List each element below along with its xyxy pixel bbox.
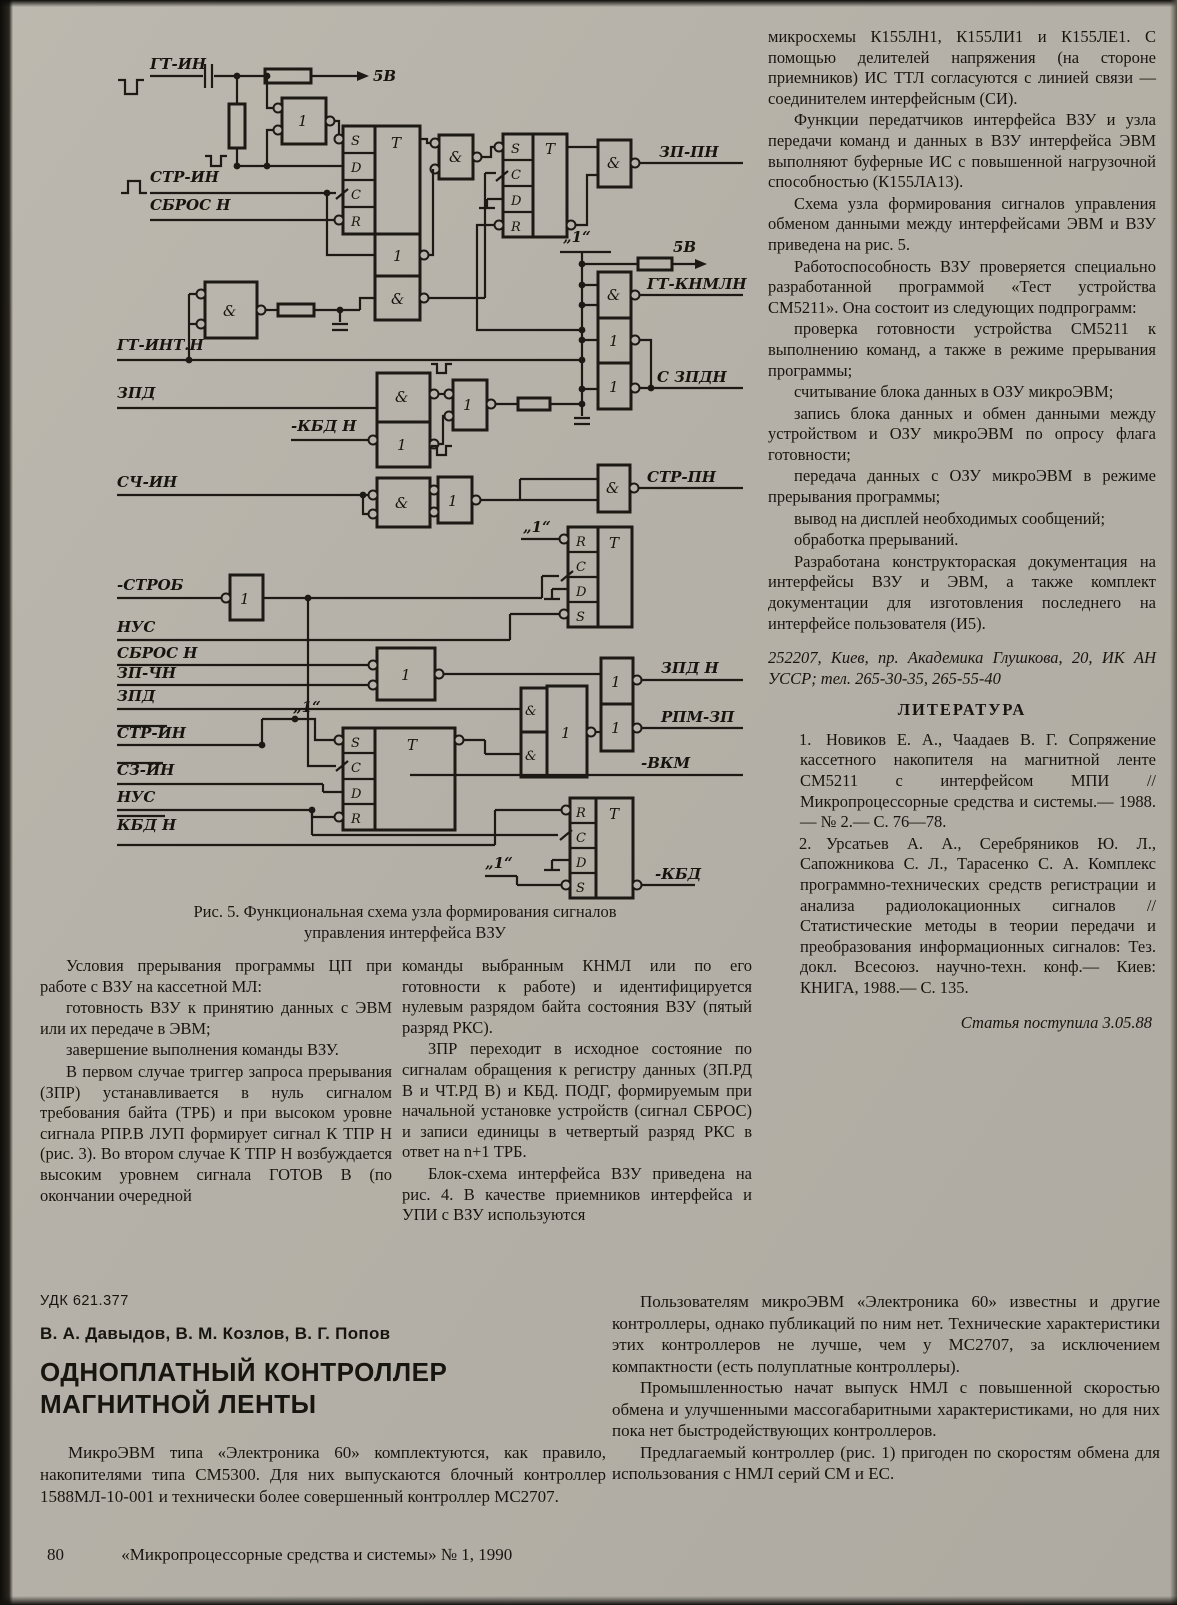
article-title-line1: ОДНОПЛАТНЫЙ КОНТРОЛЛЕР (40, 1357, 448, 1387)
inverter-gate-label: 1 (393, 247, 403, 265)
paragraph: Работоспособность ВЗУ проверяется специально разработанной программой «Тест устройства СМ5211». Она состоит из следующих подпрограмм: (768, 256, 1156, 317)
and-gate-label: & (525, 704, 537, 719)
port-label: D (351, 787, 362, 802)
pulse-icon (121, 181, 147, 193)
figure-caption-line2: управления интерфейса ВЗУ (304, 923, 506, 942)
or-gate-label: 1 (561, 724, 571, 742)
paragraph: микросхемы К155ЛН1, К155ЛИ1 и К155ЛЕ1. С помощью делителей напряжения (на стороне приемников) ИС ТТЛ согласуются с линией связи — соединителем интерфейсным (СИ). (768, 27, 1156, 108)
and-gate-label: & (607, 286, 621, 304)
signal-label: -ВКМ (641, 754, 691, 772)
inverter-gate-label: 1 (298, 112, 308, 130)
and-gate-label: & (606, 479, 620, 497)
paragraph: запись блока данных и обмен данными между устройством и ОЗУ микроЭВМ по опросу флага готовности; (768, 403, 1156, 464)
signal-label: СЧ-ИН (117, 473, 178, 491)
paragraph: вывод на дисплей необходимых сообщений; (794, 508, 1106, 528)
paragraph: Разработана конструктораская документация на интерфейсы ВЗУ и ЭВМ, а также комплект документации для изготовления последнего на интерфейсе пользователя (И5). (768, 551, 1156, 633)
signal-label: СТР-ПН (647, 468, 716, 486)
signal-label: ЗП-ПН (659, 143, 719, 161)
port-label: R (576, 806, 586, 821)
authors-line: В. А. Давыдов, В. М. Козлов, В. Г. Попов (40, 1324, 391, 1343)
signal-label: СТР-ИН (150, 168, 219, 186)
logic-one-label: „1“ (485, 854, 513, 872)
port-label: C (351, 761, 361, 776)
second-article-header (40, 1293, 606, 1525)
trigger-label: T (407, 736, 418, 754)
port-label: R (351, 812, 361, 827)
paragraph: считывание блока данных в ОЗУ микроЭВМ; (794, 382, 1114, 402)
port-label: C (576, 560, 586, 575)
figure-caption-line1: Рис. 5. Функциональная схема узла формирования сигналов (193, 902, 617, 921)
port-label: S (576, 881, 585, 896)
port-label: D (351, 161, 362, 176)
signal-label: ЗПД (117, 384, 156, 402)
and-gate-label: & (395, 388, 409, 406)
signal-label: НУС (117, 618, 156, 636)
signal-label: -КБД (655, 865, 702, 883)
signal-label: 5В (373, 67, 397, 85)
inverter-gate-label: 1 (609, 332, 619, 350)
inverter-gate-label: 1 (609, 378, 619, 396)
paragraph: команды выбранным КНМЛ или по его готовности к работе) и идентифицируется нулевым разрядом байта состояния ВЗУ (пятый разряд РКС). (402, 956, 752, 1037)
signal-label: СБРОС Н (150, 196, 231, 214)
scan-edge-top (0, 0, 1177, 7)
signal-label: С ЗПДН (657, 368, 727, 386)
paragraph: Предлагаемый контроллер (рис. 1) пригоден по скоростям обмена для использования с НМЛ серий СМ и ЕС. (612, 1442, 1160, 1483)
port-label: R (511, 220, 521, 235)
paragraph: Условия прерывания программы ЦП при работе с ВЗУ на кассетной МЛ: (40, 956, 392, 996)
paragraph: Промышленностью начат выпуск НМЛ с повышенной скоростью обмена и улучшенными массогабаритными характеристиками, но для них пока нет быстродействующих контроллеров. (612, 1378, 1160, 1440)
inverter-gate-label: 1 (401, 666, 411, 684)
udk-code: УДК 621.377 (40, 1293, 129, 1309)
column-right (768, 27, 1156, 1033)
port-label: S (351, 134, 360, 149)
paragraph: Пользователям микроЭВМ «Электроника 60» известны и другие контроллеры, однако публикаций по ним нет. Технические характеристики этих контроллеров не лучше, чем у МС2707, за исключением компактности (есть полуплатные контроллеры). (612, 1292, 1160, 1376)
page-footer (47, 1545, 1127, 1565)
logic-one-label: „1“ (293, 698, 321, 716)
port-label: R (351, 215, 361, 230)
paragraph: ЗПР переходит в исходное состояние по сигналам обращения к регистру данных (ЗП.РД В и ЧТ.РД В) и КБД. ПОДГ, формируемым при начальной установке устройств (сигнал СБРОС) и записи единицы в четвертый разряд РКС в ответ на n+1 ТРБ. (402, 1039, 752, 1162)
paragraph: Блок-схема интерфейса ВЗУ приведена на рис. 4. В качестве приемников интерфейса и УПИ с ВЗУ используются (402, 1163, 752, 1225)
journal-footer-line: «Микропроцессорные средства и системы» № 1, 1990 (121, 1545, 513, 1564)
trigger-label: T (609, 805, 620, 823)
port-label: S (511, 142, 520, 157)
reference-text: Новиков Е. А., Чаадаев В. Г. Сопряжение кассетного накопителя на магнитной ленте СМ5211 с интерфейсом МПИ // Микропроцессорные средства и системы.— 1988.— № 2.— С. 76—78. (800, 729, 1156, 832)
port-label: C (351, 188, 361, 203)
port-label: R (576, 535, 586, 550)
pulse-icon (205, 156, 227, 166)
figure-caption (105, 901, 705, 943)
pulse-icon (118, 80, 144, 94)
inverter-gate-label: 1 (240, 590, 250, 608)
inverter-gate-label: 1 (397, 436, 407, 454)
signal-label: ГТ-ИНТ.Н (117, 336, 204, 354)
reference-item (768, 834, 1156, 999)
reference-number: 1. (799, 729, 812, 749)
and-gate-label: & (525, 749, 537, 764)
page-number: 80 (47, 1545, 64, 1564)
second-article-text (612, 1291, 1160, 1485)
inverter-gate-label: 1 (611, 719, 621, 737)
scan-edge-left (0, 0, 13, 1605)
signal-label: 5В (673, 238, 697, 256)
column-middle (402, 956, 752, 1227)
paragraph: Схема узла формирования сигналов управления обменом данными между интерфейсами ЭВМ и ВЗУ приведена на рис. 5. (768, 193, 1156, 254)
port-label: S (351, 736, 360, 751)
reference-item (768, 730, 1156, 833)
trigger-label: T (391, 134, 402, 152)
port-label: D (576, 856, 587, 871)
reference-text: Урсатьев А. А., Серебряников Ю. Л., Сапожникова С. Л., Тарасенко С. А. Комплекс программно-технических средств регистрации и анализа радиолокационных сигналов // Статистические методы в теории передачи и преобразования информационных сигналов: Тез. докл. Всесоюз. научно-техн. конф.— Киев: КНИГА, 1988.— С. 135. (800, 833, 1156, 997)
paragraph: завершение выполнения команды ВЗУ. (66, 1040, 339, 1060)
inverter-gate-label: 1 (448, 492, 458, 510)
signal-label: СТР-ИН (117, 724, 186, 742)
and-gate-label: & (391, 290, 405, 308)
signal-label: ГТ-КНМЛН (647, 275, 747, 293)
scan-edge-bottom (0, 1596, 1177, 1605)
trigger-label: T (545, 140, 556, 158)
paragraph: Функции передатчиков интерфейса ВЗУ и узла передачи команд и данных в ВЗУ интерфейса ЭВМ выполняют буферные ИС с повышенной нагрузочной способностью (К155ЛА13). (768, 110, 1156, 192)
inverter-gate-label: 1 (463, 396, 473, 414)
reference-number: 2. (799, 833, 812, 853)
signal-label: НУС (117, 788, 156, 806)
signal-label: ЗПД (117, 687, 156, 705)
signal-label: -СТРОБ (117, 576, 184, 594)
signal-label: ЗП-ЧН (117, 664, 177, 682)
inverter-gate-label: 1 (611, 673, 621, 691)
port-label: S (576, 610, 585, 625)
port-label: C (511, 168, 521, 183)
pulse-icon (431, 364, 452, 373)
signal-label: ГТ-ИН (150, 55, 207, 73)
trigger-label: T (609, 534, 620, 552)
and-gate-label: & (449, 148, 463, 166)
paragraph: В первом случае триггер запроса прерывания (ЗПР) устанавливается в нуль сигналом требования байта (ТРБ) и при высоком уровне сигнала РПР.В ЛУП формирует сигнал К ТПР Н (рис. 3). Во втором случае К ТПР Н возбуждается высоким уровнем сигнала ГОТОВ В (по окончании очередной (40, 1061, 392, 1205)
paragraph: проверка готовности устройства СМ5211 к выполнению команд, а также в режиме прерывания программы; (768, 319, 1156, 380)
signal-label: СЗ-ИН (117, 761, 175, 779)
and-gate-label: & (607, 154, 621, 172)
column-left (40, 956, 392, 1207)
lead-paragraph: МикроЭВМ типа «Электроника 60» комплектуются, как правило, накопителями типа СМ5300. Для них выпускаются блочный контроллер 1588МЛ-10-001 и технически более совершенный контроллер МС2707. (40, 1443, 606, 1506)
article-title-line2: МАГНИТНОЙ ЛЕНТЫ (40, 1389, 317, 1419)
paragraph: готовность ВЗУ к принятию данных с ЭВМ или их передаче в ЭВМ; (40, 998, 392, 1038)
scan-edge-right (1170, 0, 1177, 1605)
port-label: C (576, 831, 586, 846)
literature-heading: ЛИТЕРАТУРА (897, 700, 1027, 720)
figure-5-schematic (55, 42, 755, 900)
article-title (40, 1356, 606, 1420)
and-gate-label: & (395, 494, 409, 512)
port-label: D (576, 585, 587, 600)
signal-label: СБРОС Н (117, 644, 198, 662)
logic-one-label: „1“ (523, 518, 551, 536)
signal-label: -КБД Н (291, 417, 357, 435)
contact-address: 252207, Киев, пр. Академика Глушкова, 20, ИК АН УССР; тел. 265-30-35, 265-55-40 (768, 648, 1156, 689)
paragraph: обработка прерываний. (794, 530, 959, 550)
signal-label: КБД Н (117, 816, 177, 834)
signal-label: ЗПД Н (661, 659, 719, 677)
signal-label: РПМ-ЗП (661, 708, 735, 726)
and-gate-label: & (223, 302, 237, 320)
article-received-date: Статья поступила 3.05.88 (960, 1012, 1152, 1032)
logic-one-label: „1“ (563, 228, 591, 246)
port-label: D (511, 194, 522, 209)
paragraph: передача данных с ОЗУ микроЭВМ в режиме прерывания программы; (768, 466, 1156, 507)
